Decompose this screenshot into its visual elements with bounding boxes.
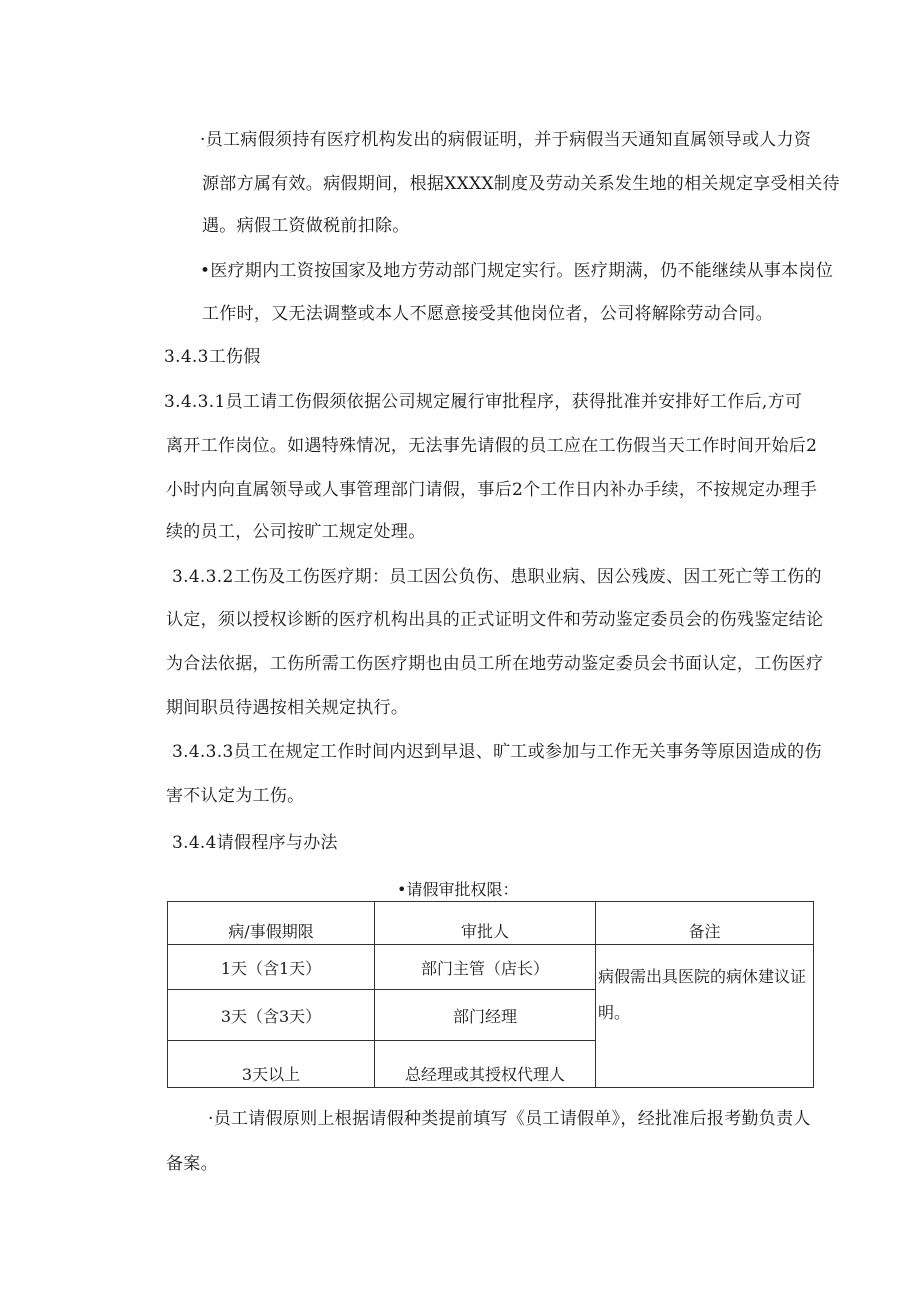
leave-form-line-2: 备案。: [166, 1154, 218, 1174]
header-approver: 审批人: [375, 902, 596, 945]
period-cell: 1天（含1天）: [168, 945, 375, 990]
section-3431-line-1: 3.4.3.1员工请工伤假须依据公司规定履行审批程序，获得批准并安排好工作后,方可: [164, 392, 803, 412]
section-3432-line-1: 3.4.3.2工伤及工伤医疗期：员工因公负伤、患职业病、因公残废、因工死亡等工伤的: [172, 567, 822, 587]
section-3432-line-4: 期间职员待遇按相关规定执行。: [166, 698, 409, 718]
header-note: 备注: [596, 902, 814, 945]
section-344-title: 3.4.4请假程序与办法: [172, 833, 338, 853]
table-row: [168, 945, 814, 990]
sick-leave-line-3: 遇。病假工资做税前扣除。: [202, 216, 410, 236]
period-cell: 3天以上: [168, 1041, 375, 1088]
approver-cell: 部门经理: [375, 990, 596, 1041]
approval-table: [167, 901, 814, 1088]
leave-form-line-1: ·员工请假原则上根据请假种类提前填写《员工请假单》，经批准后报考勤负责人: [208, 1109, 811, 1129]
table-header-row: [168, 902, 814, 945]
medical-period-line-1: •医疗期内工资按国家及地方劳动部门规定实行。医疗期满，仍不能继续从事本岗位: [200, 261, 834, 281]
section-3431-line-3: 小时内向直属领导或人事管理部门请假，事后2个工作日内补办手续，不按规定办理手: [166, 480, 818, 500]
table-caption: •请假审批权限：: [397, 880, 519, 899]
section-3432-line-2: 认定，须以授权诊断的医疗机构出具的正式证明文件和劳动鉴定委员会的伤残鉴定结论: [166, 610, 824, 630]
section-3431-line-4: 续的员工，公司按旷工规定处理。: [166, 522, 426, 542]
approver-cell: 部门主管（店长）: [375, 945, 596, 990]
medical-period-line-2: 工作时，又无法调整或本人不愿意接受其他岗位者，公司将解除劳动合同。: [202, 304, 773, 324]
section-3431-line-2: 离开工作岗位。如遇特殊情况，无法事先请假的员工应在工伤假当天工作时间开始后2: [166, 436, 818, 456]
section-3433-line-2: 害不认定为工伤。: [166, 786, 305, 806]
header-period: 病/事假期限: [168, 902, 375, 945]
approver-cell: 总经理或其授权代理人: [375, 1041, 596, 1088]
sick-leave-line-1: ·员工病假须持有医疗机构发出的病假证明，并于病假当天通知直属领导或人力资: [200, 130, 812, 150]
section-343-title: 3.4.3工伤假: [164, 347, 261, 367]
section-3432-line-3: 为合法依据，工伤所需工伤医疗期也由员工所在地劳动鉴定委员会书面认定，工伤医疗: [166, 654, 824, 674]
note-cell: 病假需出具医院的病休建议证明。: [596, 945, 814, 1088]
sick-leave-line-2: 源部方属有效。病假期间，根据XXXX制度及劳动关系发生地的相关规定享受相关待: [202, 174, 840, 194]
section-3433-line-1: 3.4.3.3员工在规定工作时间内迟到早退、旷工或参加与工作无关事务等原因造成的伤: [172, 742, 822, 762]
period-cell: 3天（含3天）: [168, 990, 375, 1041]
